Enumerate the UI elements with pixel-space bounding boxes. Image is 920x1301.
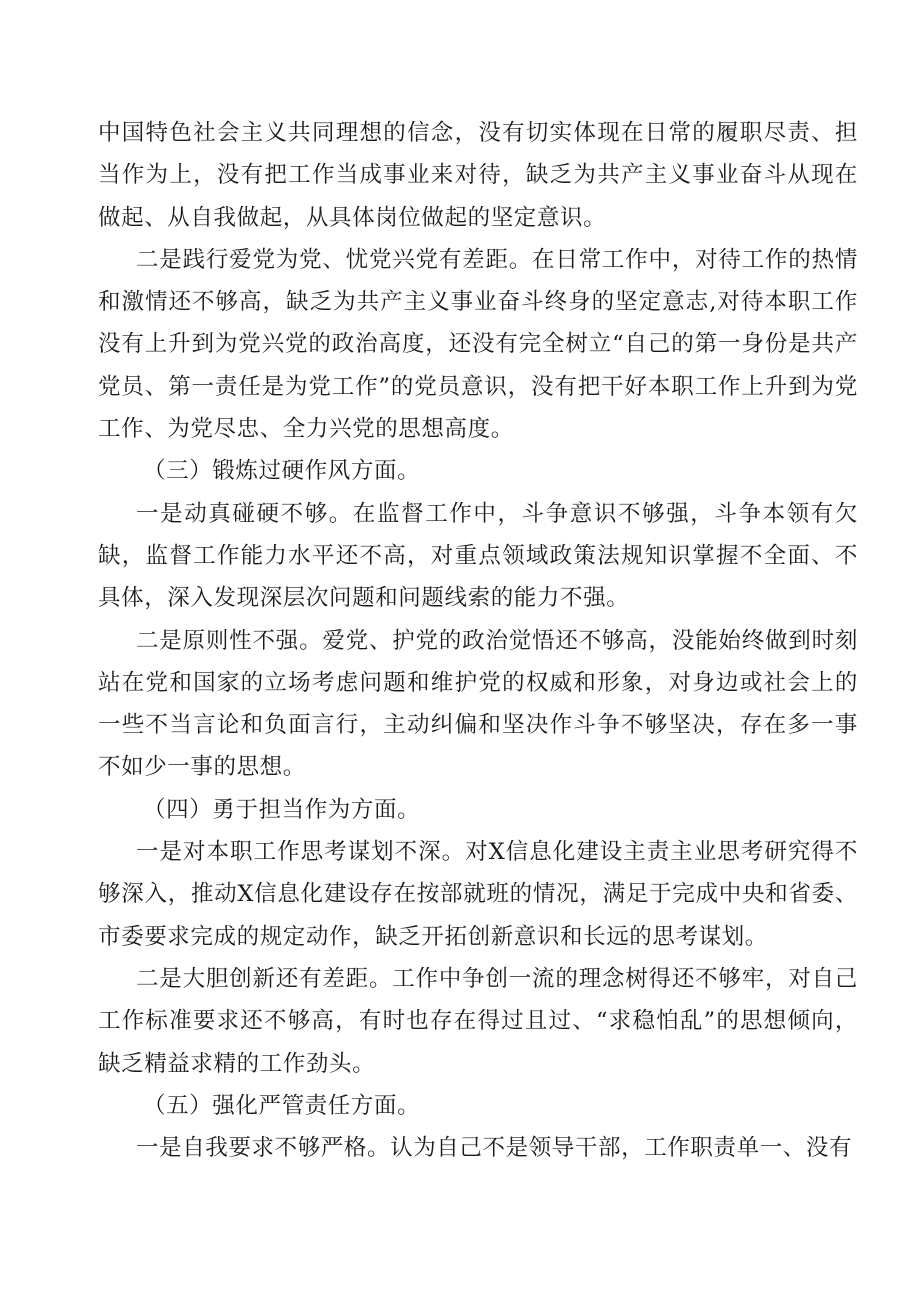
document-body — [98, 112, 858, 1169]
paragraph: 一是动真碰硬不够。在监督工作中，斗争意识不够强，斗争本领有欠缺，监督工作能力水平还不高，对重点领域政策法规知识掌握不全面、不具体，深入发现深层次问题和问题线索的能力不强。 — [98, 500, 858, 612]
paragraph: 一是自我要求不够严格。认为自己不是领导干部，工作职责单一、没有 — [136, 1135, 853, 1162]
paragraph: 二是大胆创新还有差距。工作中争创一流的理念树得还不够牢，对自己工作标准要求还不够高，有时也存在得过且过、“求稳怕乱”的思想倾向，缺乏精益求精的工作劲头。 — [98, 965, 858, 1077]
paragraph: 一是对本职工作思考谋划不深。对X信息化建设主责主业思考研究得不够深入，推动X信息化建设存在按部就班的情况，满足于完成中央和省委、市委要求完成的规定动作，缺乏开拓创新意识和长远的思考谋划。 — [98, 839, 858, 950]
paragraph: 二是原则性不强。爱党、护党的政治觉悟还不够高，没能始终做到时刻站在党和国家的立场考虑问题和维护党的权威和形象，对身边或社会上的一些不当言论和负面言行，主动纠偏和坚决作斗争不够坚决，存在多一事不如少一事的思想。 — [98, 627, 858, 781]
paragraph-continued: 中国特色社会主义共同理想的信念，没有切实体现在日常的履职尽责、担当作为上，没有把工作当成事业来对待，缺乏为共产主义事业奋斗从现在做起、从自我做起，从具体岗位做起的坚定意识。 — [98, 120, 858, 231]
paragraph: 二是践行爱党为党、忧党兴党有差距。在日常工作中，对待工作的热情和激情还不够高，缺乏为共产主义事业奋斗终身的坚定意志,对待本职工作没有上升到为党兴党的政治高度，还没有完全树立“自己的第一身份是共产党员、第一责任是为党工作”的党员意识，没有把干好本职工作上升到为党工作、为党尽忠、全力兴党的思想高度。 — [98, 246, 858, 443]
section-heading: （三）锻炼过硬作风方面。 — [143, 458, 421, 485]
section-heading: （五）强化严管责任方面。 — [143, 1092, 421, 1119]
section-heading: （四）勇于担当作为方面。 — [143, 796, 421, 823]
